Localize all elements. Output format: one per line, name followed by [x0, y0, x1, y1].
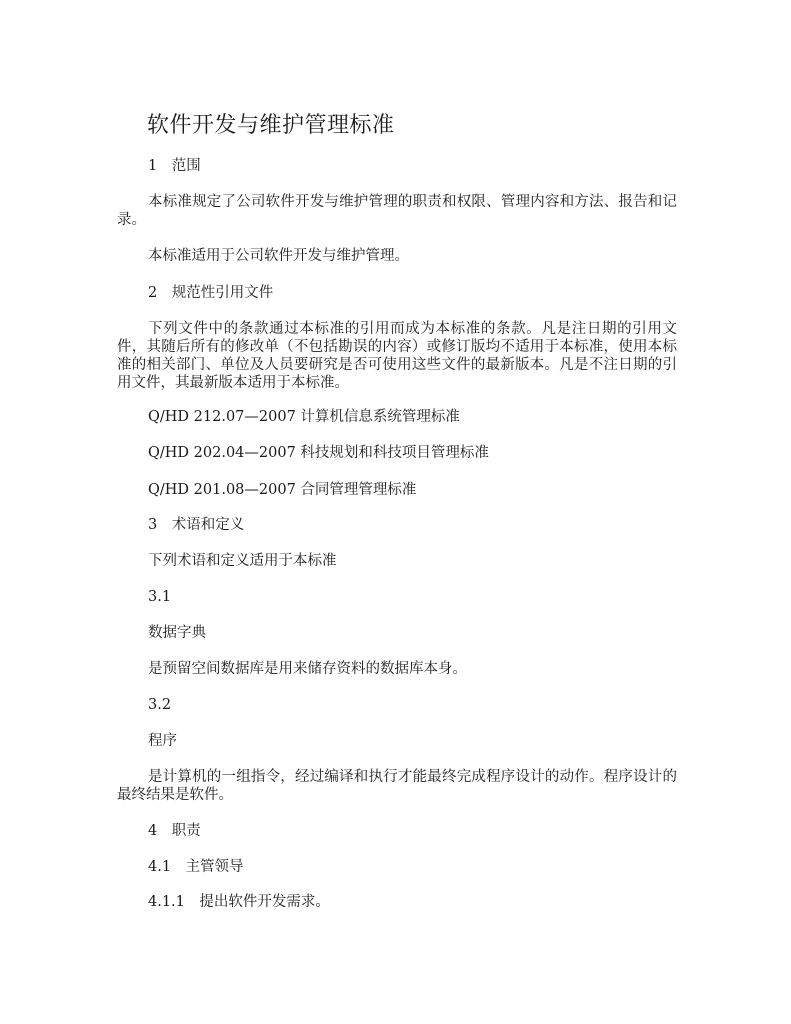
clause-4-1-1: 4.1.1 提出软件开发需求。 — [148, 894, 330, 910]
paragraph-normative-references: 下列文件中的条款通过本标准的引用而成为本标准的条款。凡是注日期的引用文件，其随后所有的修改单（不包括勘误的内容）或修订版均不适用于本标准，使用本标准的相关部门、单位及人员要研究是否可使用这些文件的最新版本。凡是不注日期的引用文件，其最新版本适用于本标准。 — [117, 321, 677, 391]
term-number-3-1: 3.1 — [148, 589, 172, 605]
section-heading-scope: 1 范围 — [148, 158, 201, 174]
reference-item-1: Q/HD 212.07—2007 计算机信息系统管理标准 — [148, 409, 460, 425]
term-name-program: 程序 — [148, 733, 177, 749]
term-definition-data-dictionary: 是预留空间数据库是用来储存资料的数据库本身。 — [148, 661, 467, 677]
reference-item-2: Q/HD 202.04—2007 科技规划和科技项目管理标准 — [148, 445, 489, 461]
paragraph-scope-applicability: 本标准适用于公司软件开发与维护管理。 — [148, 248, 409, 264]
paragraph-terms-intro: 下列术语和定义适用于本标准 — [148, 553, 337, 569]
term-definition-program: 是计算机的一组指令，经过编译和执行才能最终完成程序设计的动作。程序设计的最终结果是软件。 — [117, 769, 677, 803]
section-heading-responsibilities: 4 职责 — [148, 823, 201, 839]
term-number-3-2: 3.2 — [148, 697, 172, 713]
section-heading-normative-references: 2 规范性引用文件 — [148, 285, 274, 301]
section-heading-terms: 3 术语和定义 — [148, 517, 245, 533]
reference-item-3: Q/HD 201.08—2007 合同管理管理标准 — [148, 482, 417, 498]
document-title: 软件开发与维护管理标准 — [147, 113, 395, 138]
term-name-data-dictionary: 数据字典 — [148, 625, 206, 641]
subsection-heading-supervisor: 4.1 主管领导 — [148, 859, 244, 875]
paragraph-scope-definition: 本标准规定了公司软件开发与维护管理的职责和权限、管理内容和方法、报告和记录。 — [117, 194, 677, 228]
